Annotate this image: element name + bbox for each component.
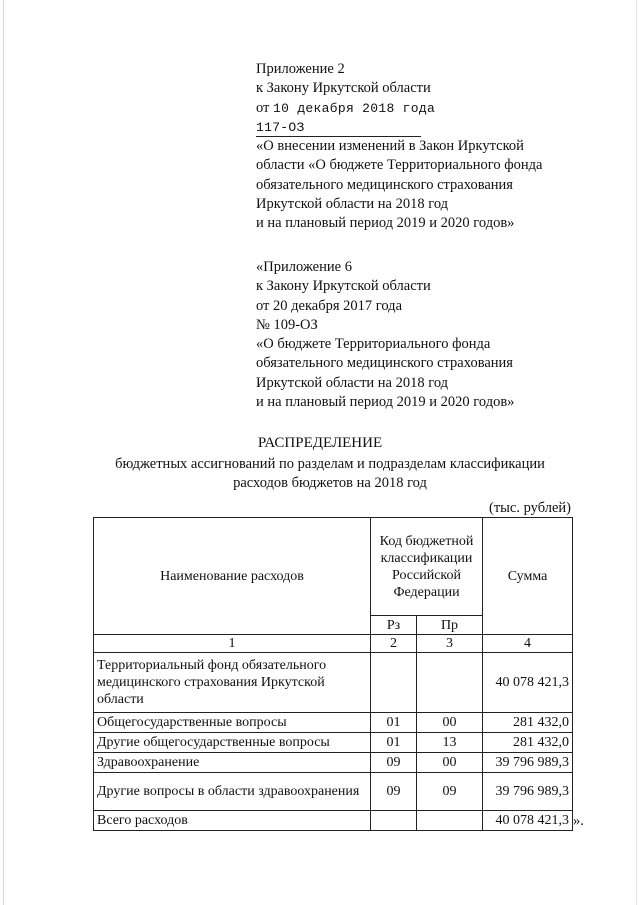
- row-name: Другие вопросы в области здравоохранения: [94, 773, 371, 811]
- header-date-prefix: от: [256, 99, 270, 116]
- annex-line-5: «О бюджете Территориального фонда: [256, 336, 491, 353]
- header-date-value: 10 декабря 2018 года: [273, 100, 436, 116]
- row-name: Всего расходов: [94, 811, 371, 831]
- row-sum: 39 796 989,3: [483, 773, 573, 811]
- row-name: Другие общегосударственные вопросы: [94, 733, 371, 753]
- annex-line-1: «Приложение 6: [256, 259, 352, 275]
- column-number: 2: [371, 635, 417, 653]
- annex-line-3: от 20 декабря 2017 года: [256, 297, 402, 314]
- row-rz: [371, 653, 417, 713]
- header-line-law: к Закону Иркутской области: [256, 80, 431, 97]
- row-pr: 13: [417, 733, 483, 753]
- row-pr: 09: [417, 773, 483, 811]
- subtitle-line-2: расходов бюджетов на 2018 год: [233, 475, 427, 491]
- header-number-line: [256, 118, 542, 137]
- annex-line-2: к Закону Иркутской области: [256, 278, 431, 295]
- row-sum: 39 796 989,3: [483, 753, 573, 773]
- table-row: [94, 733, 573, 753]
- scan-edge-right: [636, 0, 637, 905]
- header-number: 117-ОЗ: [256, 120, 421, 137]
- units-label: (тыс. рублей): [489, 500, 571, 516]
- table-row-total: [94, 811, 573, 831]
- row-sum: 40 078 421,3: [483, 811, 573, 831]
- row-rz: 09: [371, 773, 417, 811]
- row-sum: 40 078 421,3: [483, 653, 573, 713]
- column-number: 1: [94, 635, 371, 653]
- row-pr: [417, 811, 483, 831]
- header-subject-3: обязательного медицинского страхования: [256, 176, 513, 193]
- row-rz: 01: [371, 713, 417, 733]
- header-subject-4: Иркутской области на 2018 год: [256, 196, 449, 213]
- header-row: [94, 518, 573, 616]
- header-subject-2: области «О бюджете Территориального фонда: [256, 157, 543, 174]
- header-pr: Пр: [417, 616, 483, 635]
- table-row: [94, 713, 573, 733]
- header-sum: Сумма: [483, 518, 573, 635]
- column-number: 3: [417, 635, 483, 653]
- document-subtitle: [90, 455, 570, 493]
- document-title: РАСПРЕДЕЛЕНИЕ: [257, 435, 383, 451]
- header-rz: Рз: [371, 616, 417, 635]
- budget-table: [93, 517, 573, 831]
- annex-line-8: и на плановый период 2019 и 2020 годов»: [256, 394, 515, 411]
- table-row: [94, 653, 573, 713]
- header-code: Код бюджетной классификации Российской Федерации: [371, 518, 483, 616]
- row-name: Территориальный фонд обязательного медицинского страхования Иркутской области: [94, 653, 371, 713]
- table-row: [94, 753, 573, 773]
- annex-line-6: обязательного медицинского страхования: [256, 355, 513, 372]
- row-name: Здравоохранение: [94, 753, 371, 773]
- scan-edge-left: [3, 0, 4, 905]
- column-number: 4: [483, 635, 573, 653]
- header-subject-1: «О внесении изменений в Закон Иркутской: [256, 138, 524, 155]
- row-sum: 281 432,0: [483, 733, 573, 753]
- subtitle-line-1: бюджетных ассигнований по разделам и подразделам классификации: [115, 456, 545, 472]
- law-header-block: [256, 60, 542, 234]
- annex-line-4: № 109-ОЗ: [256, 316, 318, 333]
- row-rz: 09: [371, 753, 417, 773]
- row-sum: 281 432,0: [483, 713, 573, 733]
- header-date-line: [256, 99, 542, 118]
- row-pr: 00: [417, 713, 483, 733]
- header-name: Наименование расходов: [94, 518, 371, 635]
- header-subject-5: и на плановый период 2019 и 2020 годов»: [256, 215, 515, 232]
- column-number-row: [94, 635, 573, 653]
- row-rz: 01: [371, 733, 417, 753]
- row-name: Общегосударственные вопросы: [94, 713, 371, 733]
- row-pr: [417, 653, 483, 713]
- row-pr: 00: [417, 753, 483, 773]
- row-rz: [371, 811, 417, 831]
- table-row: [94, 773, 573, 811]
- closing-quote-mark: ».: [573, 813, 584, 829]
- header-line-appendix: Приложение 2: [256, 61, 345, 77]
- annex-block: [256, 258, 514, 412]
- annex-line-7: Иркутской области на 2018 год: [256, 374, 449, 391]
